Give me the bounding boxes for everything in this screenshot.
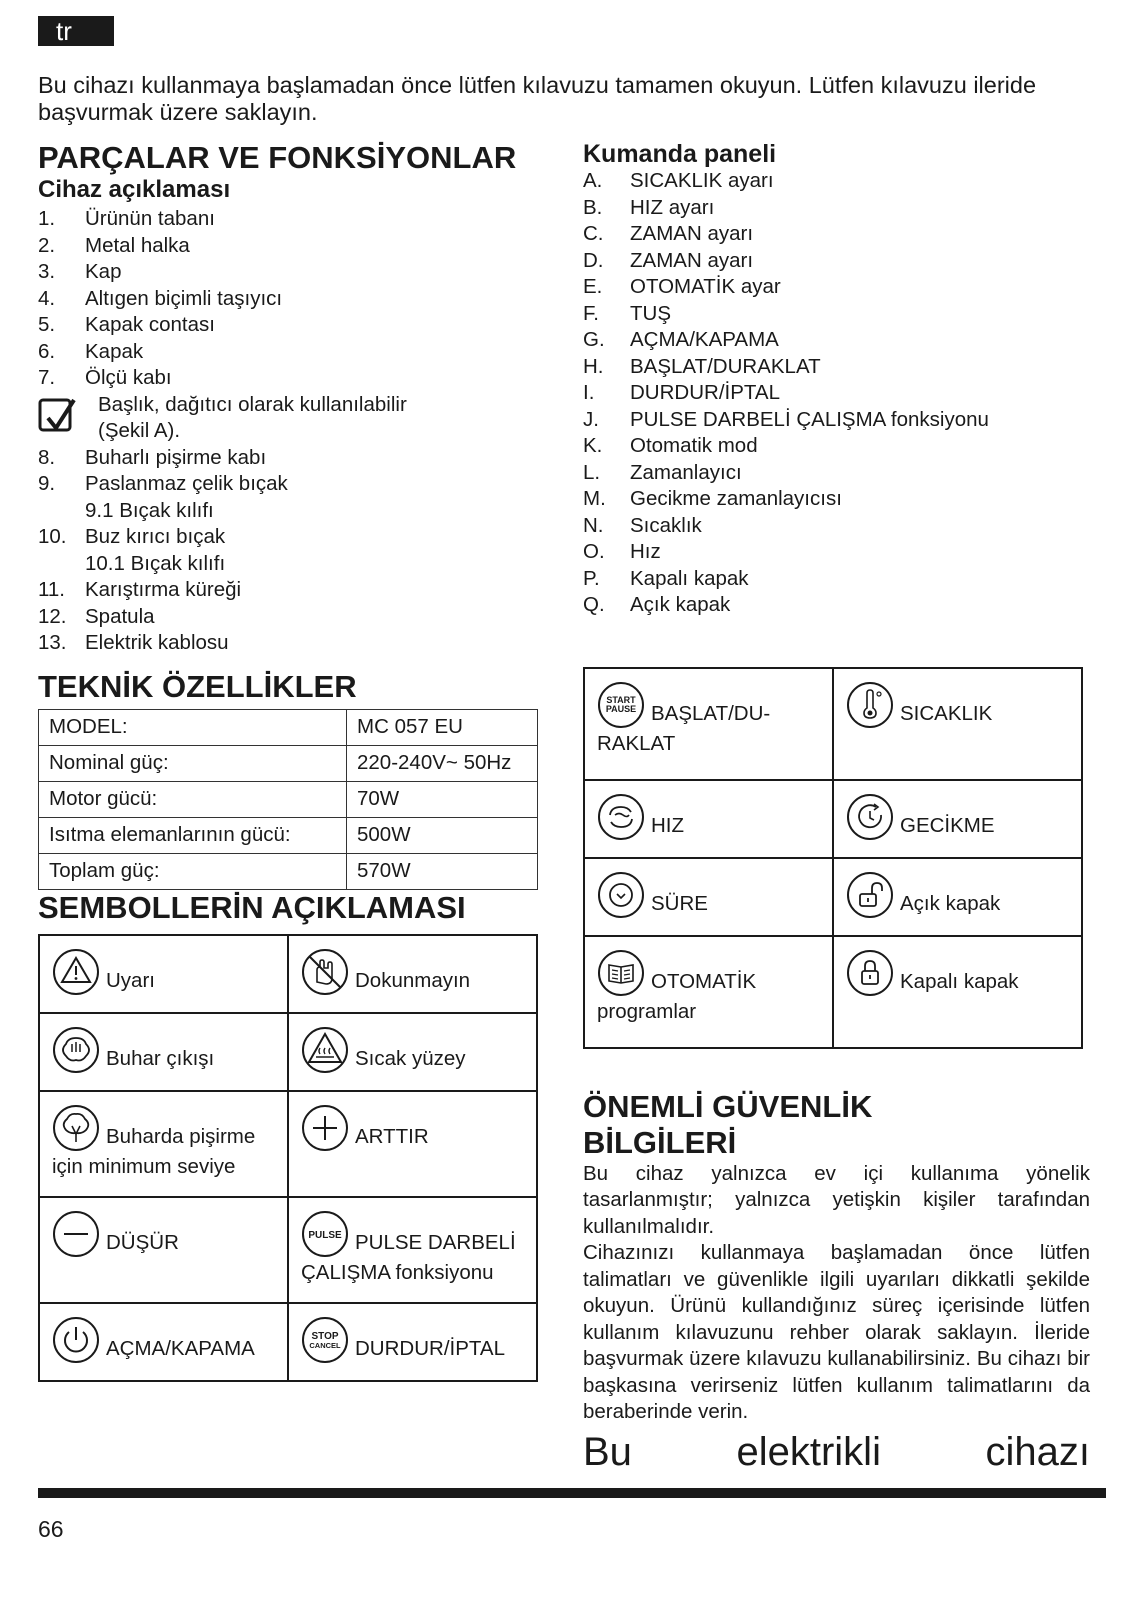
list-item: 2. Metal halka	[38, 233, 190, 257]
list-item: 10. Buz kırıcı bıçak	[38, 525, 226, 548]
table-row: Toplam güç: 570W	[39, 853, 538, 889]
left-column	[38, 140, 538, 1382]
safety-paragraph-2: Cihazınızı kullanmaya başlamadan önce lütfen talimatları ve güvenlikle ilgili uyarıları dikkatli şekilde okuyun. Ürünü kullandığınız süreç içerisinde lütfen kullanım kılavuzunu rehber olarak saklayın. İleride başvurmak üzere kılavuzu kullanabilirsiniz. Bu cihazı bir başkasına verirseniz lütfen kullanım talimatlarını da beraberinde verin.	[583, 1241, 1090, 1423]
list-item: P. Kapalı kapak	[583, 566, 749, 590]
do-not-touch-icon	[301, 948, 349, 996]
list-item: F. TUŞ	[583, 301, 671, 325]
svg-text:PULSE: PULSE	[308, 1229, 342, 1241]
table-row: Nominal güç: 220-240V~ 50Hz	[39, 745, 538, 781]
table-row: Isıtma elemanlarının gücü: 500W	[39, 817, 538, 853]
table-row: AÇMA/KAPAMA STOP CANCEL DURDUR/İPTAL	[39, 1303, 537, 1381]
panel-icons-table	[583, 667, 1083, 1049]
safety-section	[583, 1089, 1090, 1476]
list-item: 5. Kapak contası	[38, 313, 215, 336]
list-item: B. HIZ ayarı	[583, 195, 715, 219]
table-row: START PAUSE BAŞLAT/DU-RAKLAT SICAKLIK	[584, 668, 1082, 780]
control-panel-title: Kumanda paneli	[583, 140, 777, 168]
locked-icon	[846, 949, 894, 997]
steam-minimum-level-icon	[52, 1104, 100, 1152]
minus-icon	[52, 1210, 100, 1258]
list-item: C. ZAMAN ayarı	[583, 222, 754, 245]
page-number: 66	[38, 1516, 64, 1542]
svg-text:PAUSE: PAUSE	[605, 703, 637, 714]
pulse-icon	[301, 1210, 349, 1258]
hot-surface-icon	[301, 1026, 349, 1074]
list-item: 13. Elektrik kablosu	[38, 631, 229, 654]
intro-text: Bu cihazı kullanmaya başlamadan önce lütfen kılavuzu tamamen okuyun. Lütfen kılavuzu ileride başvurmak üzere saklayın.	[38, 72, 1037, 125]
svg-text:START: START	[606, 694, 636, 705]
list-item: H. BAŞLAT/DURAKLAT	[583, 354, 821, 378]
table-row: Motor gücü: 70W	[39, 781, 538, 817]
power-icon	[52, 1316, 100, 1364]
timer-icon	[597, 871, 645, 919]
speed-icon	[597, 793, 645, 841]
list-item: 12. Spatula	[38, 604, 155, 628]
stop-cancel-icon	[301, 1316, 349, 1364]
table-row: SÜRE Açık kapak	[584, 858, 1082, 936]
table-row: Uyarı Dokunmayın	[39, 935, 537, 1013]
table-row: DÜŞÜR PULSE PULSE DARBELİ ÇALIŞMA fonksiyonu	[39, 1197, 537, 1303]
tech-title: TEKNİK ÖZELLİKLER	[38, 668, 357, 704]
list-item: G. AÇMA/KAPAMA	[583, 328, 779, 351]
language-tag: tr	[38, 16, 114, 46]
parts-subtitle: Cihaz açıklaması	[38, 176, 231, 203]
right-column	[583, 140, 1090, 1476]
plus-icon	[301, 1104, 349, 1152]
list-item: 4. Altıgen biçimli taşıyıcı	[38, 286, 283, 310]
list-item: 8. Buharlı pişirme kabı	[38, 445, 267, 469]
list-item: 6. Kapak	[38, 339, 144, 363]
list-item: 3. Kap	[38, 260, 122, 283]
safety-paragraph-3: Bu elektrikli cihazı	[583, 1429, 1090, 1474]
steam-outlet-icon	[52, 1026, 100, 1074]
auto-program-icon	[597, 949, 645, 997]
list-item: L. Zamanlayıcı	[583, 460, 742, 484]
parts-list	[38, 206, 538, 657]
thermometer-icon	[846, 681, 894, 729]
unlocked-icon	[846, 871, 894, 919]
safety-title-line1: ÖNEMLİ GÜVENLİK	[583, 1088, 873, 1124]
start-pause-icon	[597, 681, 645, 729]
list-item: 1. Ürünün tabanı	[38, 207, 215, 230]
list-item: 9. Paslanmaz çelik bıçak	[38, 472, 288, 495]
symbols-table	[38, 934, 538, 1382]
checkbox-note-icon	[38, 396, 74, 434]
svg-text:STOP: STOP	[311, 1330, 339, 1342]
footer-rule	[38, 1488, 1106, 1498]
table-row: Buharda pişirme için minimum seviye ARTTIR	[39, 1091, 537, 1197]
symbols-title: SEMBOLLERİN AÇIKLAMASI	[38, 889, 466, 925]
safety-paragraph-1: Bu cihaz yalnızca ev içi kullanıma yönelik tasarlanmıştır; yalnızca yetişkin kişiler tarafından kullanılmalıdır.	[583, 1161, 1090, 1238]
control-list	[583, 168, 1090, 619]
list-item: 7. Ölçü kabı	[38, 366, 172, 389]
table-row: HIZ GECİKME	[584, 780, 1082, 858]
table-row: OTOMATİK programlar Kapalı kapak	[584, 936, 1082, 1048]
delay-icon	[846, 793, 894, 841]
table-row: Buhar çıkışı Sıcak yüzey	[39, 1013, 537, 1091]
list-item: K. Otomatik mod	[583, 434, 758, 457]
list-item: O. Hız	[583, 540, 661, 563]
list-item: A. SICAKLIK ayarı	[583, 169, 774, 192]
note-item: Başlık, dağıtıcı olarak kullanılabilir (Şekil A).	[38, 392, 418, 445]
list-item: E. OTOMATİK ayar	[583, 275, 781, 298]
list-item: D. ZAMAN ayarı	[583, 248, 754, 272]
list-item: J. PULSE DARBELİ ÇALIŞMA fonksiyonu	[583, 407, 989, 431]
list-item: 11. Karıştırma küreği	[38, 578, 242, 601]
list-item: Q. Açık kapak	[583, 593, 731, 616]
svg-text:CANCEL: CANCEL	[309, 1340, 341, 1350]
parts-title: PARÇALAR VE FONKSİYONLAR	[38, 140, 517, 175]
list-item: 9.1 Bıçak kılıfı	[85, 498, 214, 522]
tech-table	[38, 709, 538, 890]
list-item: I. DURDUR/İPTAL	[583, 381, 780, 404]
table-row: MODEL: MC 057 EU	[39, 709, 538, 745]
warning-icon	[52, 948, 100, 996]
list-item: N. Sıcaklık	[583, 513, 702, 537]
safety-title-line2: BİLGİLERİ	[583, 1124, 737, 1160]
list-item: 10.1 Bıçak kılıfı	[85, 551, 226, 575]
list-item: M. Gecikme zamanlayıcısı	[583, 487, 842, 510]
